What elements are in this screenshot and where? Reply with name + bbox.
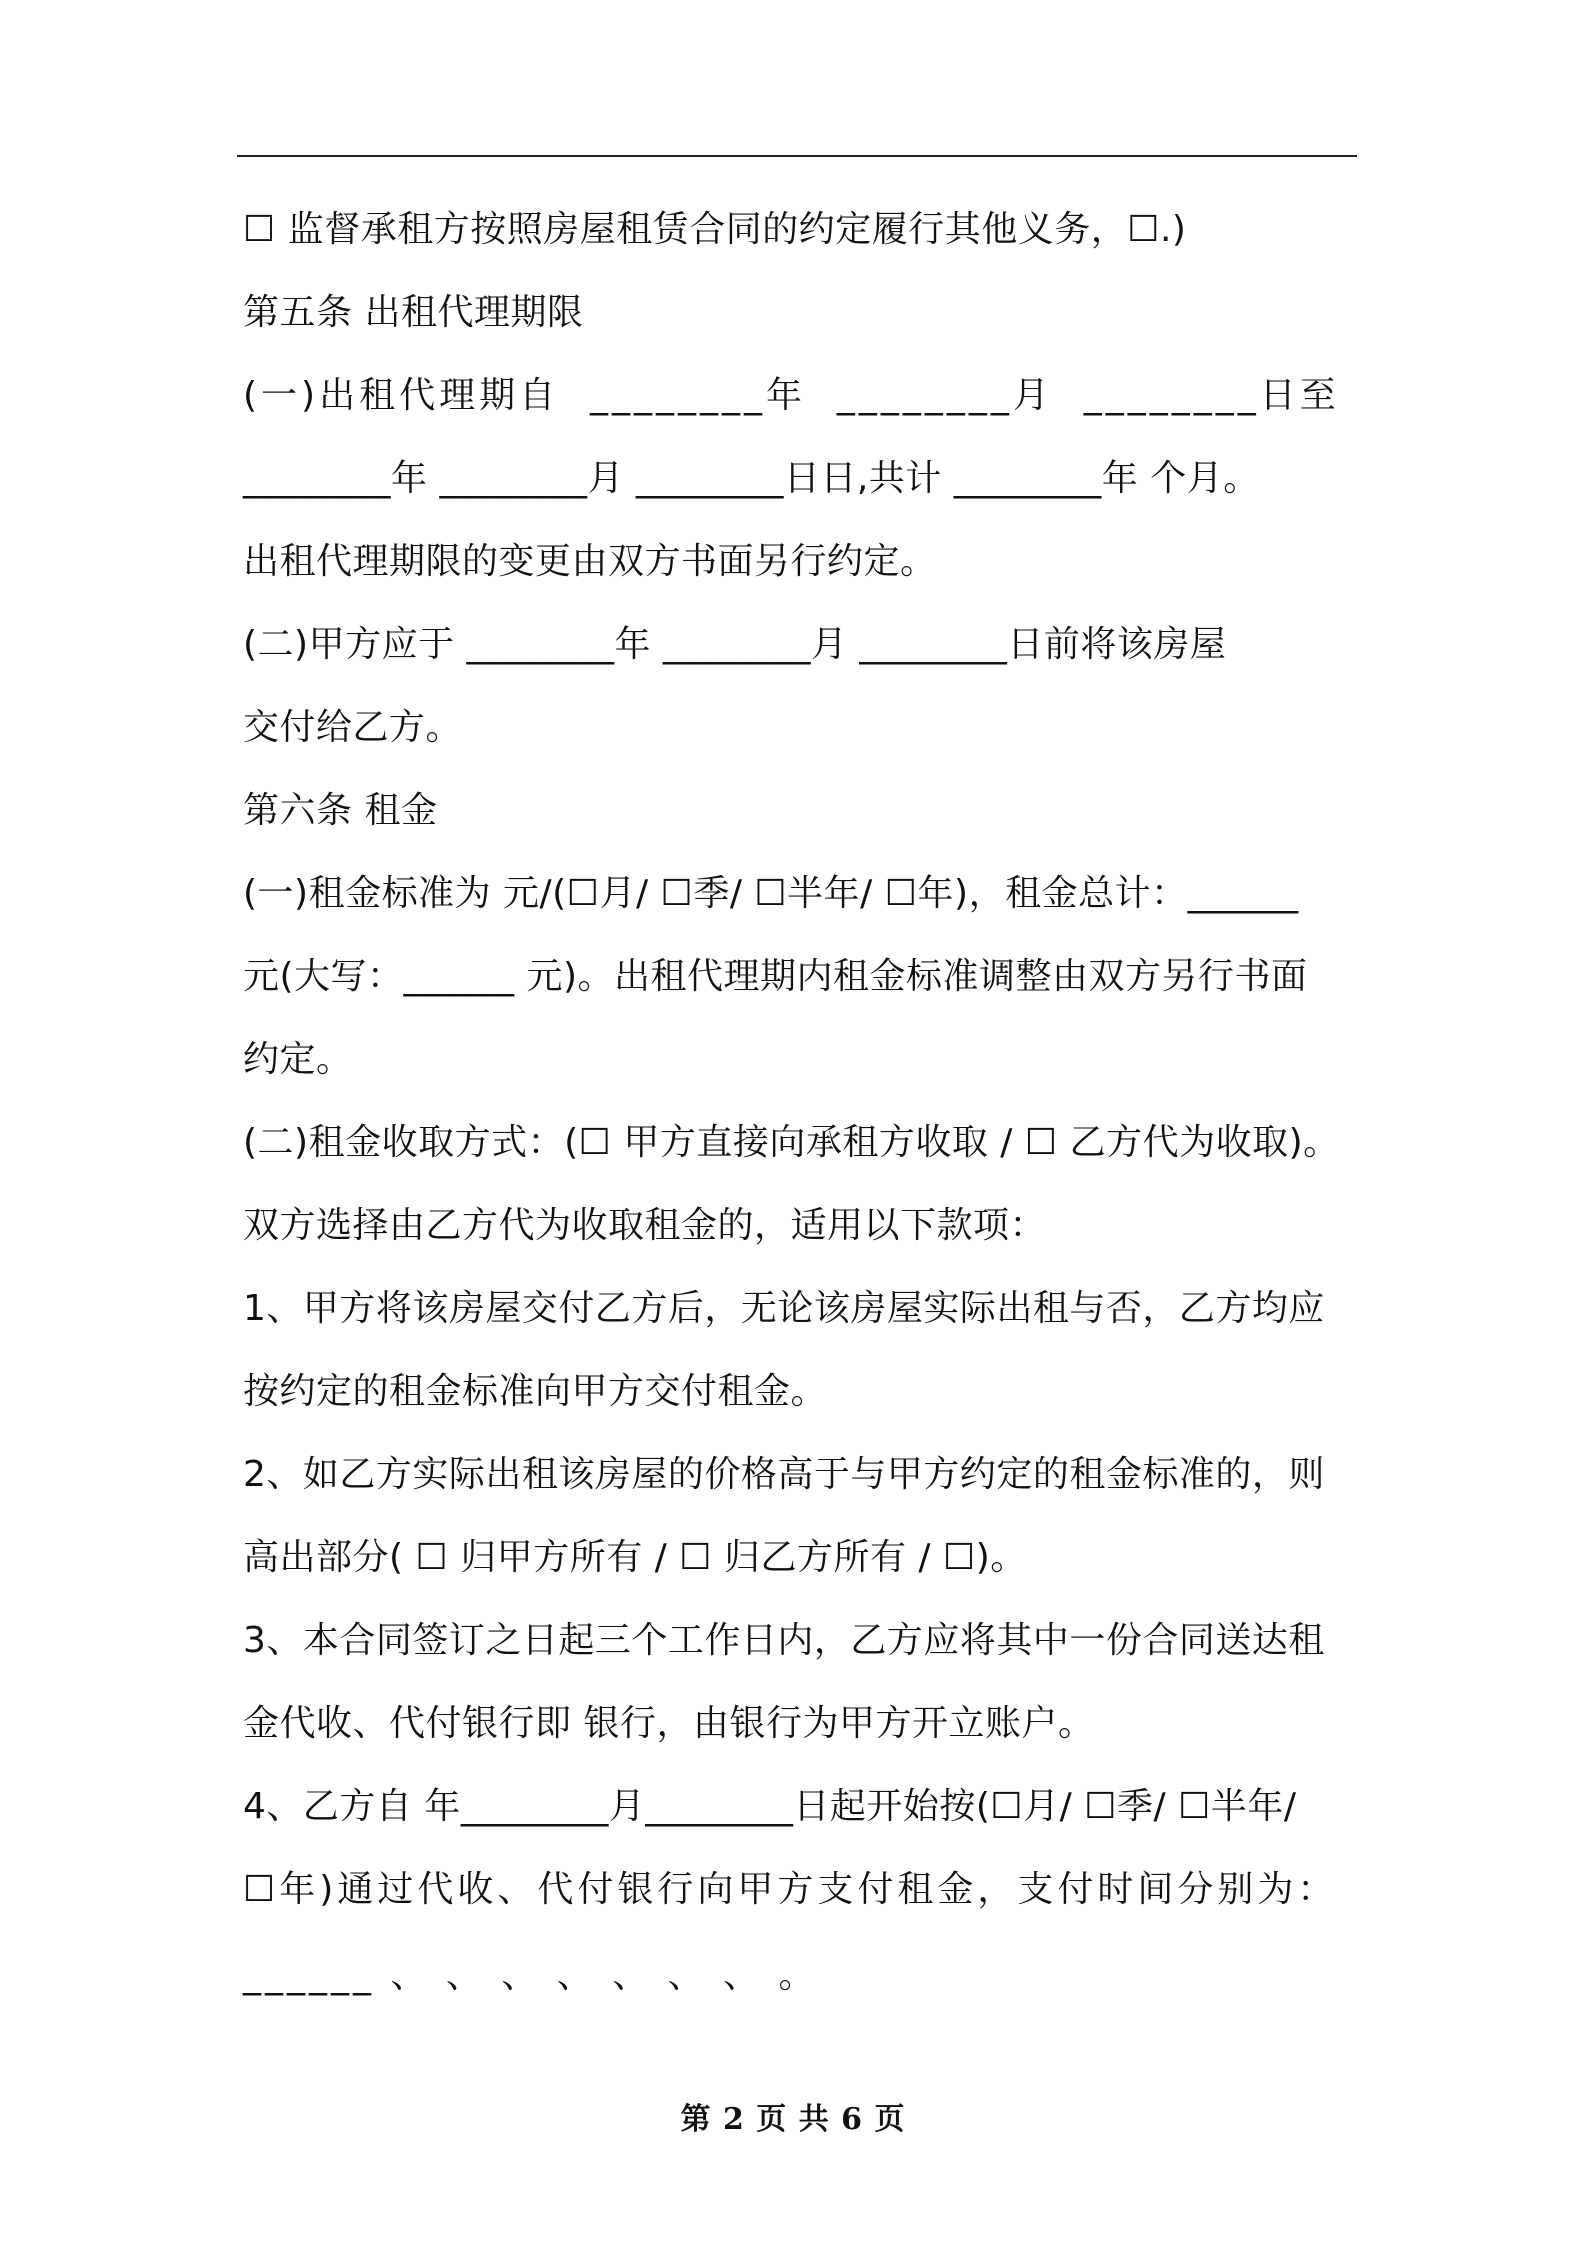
text-line-19: 金代收、代付银行即 银行，由银行为甲方开立账户。 [243,1703,1095,1744]
text-line-3: (一)出租代理期自 ________年 ________月 ________日至 [243,375,1340,416]
text-line-22: ______ 、 、 、 、 、 、 、 。 [243,1955,819,1996]
text-line-9: (一)租金标准为 元/(☐月/ ☐季/ ☐半年/ ☐年)，租金总计：______ [243,873,1299,914]
text-line-20: 4、乙方自 年________月________日起开始按(☐月/ ☐季/ ☐半年/ [243,1786,1297,1827]
page-number-footer: 第 2 页 共 6 页 [680,2102,906,2137]
text-line-16: 2、如乙方实际出租该房屋的价格高于与甲方约定的租金标准的，则 [243,1454,1325,1495]
text-line-13: 双方选择由乙方代为收取租金的，适用以下款项： [243,1205,1047,1246]
text-line-5: 出租代理期限的变更由双方书面另行约定。 [243,541,937,582]
text-line-4: ________年 ________月 ________日日,共计 ________年 个月。 [243,458,1260,499]
text-line-11: 约定。 [243,1039,353,1080]
text-line-14: 1、甲方将该房屋交付乙方后，无论该房屋实际出租与否，乙方均应 [243,1288,1325,1329]
text-line-7: 交付给乙方。 [243,707,463,748]
text-line-17: 高出部分( ☐ 归甲方所有 / ☐ 归乙方所有 / ☐)。 [243,1537,1027,1578]
text-line-12: (二)租金收取方式：(☐ 甲方直接向承租方收取 / ☐ 乙方代为收取)。 [243,1122,1340,1163]
text-line-21: ☐年)通过代收、代付银行向甲方支付租金，支付时间分别为： [243,1869,1338,1910]
text-line-10: 元(大写：______ 元)。出租代理期内租金标准调整由双方另行书面 [243,956,1308,997]
section-heading-6: 第六条 租金 [243,790,438,831]
text-line-18: 3、本合同签订之日起三个工作日内，乙方应将其中一份合同送达租 [243,1620,1325,1661]
text-line-6: (二)甲方应于 ________年 ________月 ________日前将该房屋 [243,624,1227,665]
text-line-15: 按约定的租金标准向甲方交付租金。 [243,1371,828,1412]
header-rule [237,155,1357,157]
text-line-1: ☐ 监督承租方按照房屋租赁合同的约定履行其他义务，☐.) [243,209,1187,250]
section-heading-5: 第五条 出租代理期限 [243,292,584,333]
